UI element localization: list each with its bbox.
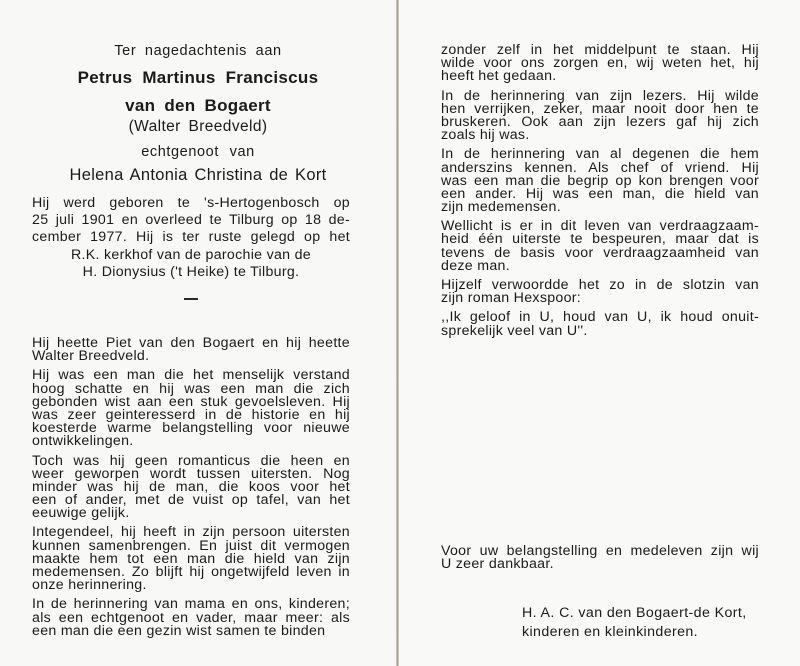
paragraph-line: ontwikkelingen. [32,433,134,450]
signature-block [522,604,747,642]
signature-line: kinderen en kleinkinderen. [522,624,699,640]
paragraph-line: zijn roman Hexspoor: [441,290,582,307]
paragraph [32,337,350,363]
paragraph [32,526,350,592]
paragraph-line: tevens de basis voor verdraagzaamheid van [441,244,759,261]
paragraph-line: was een man die begrip op kon brengen voor [441,172,759,189]
paragraph-line: eeuwige gelijk. [32,505,130,522]
paragraph-line: kunnen samenbrengen. En juist dit vermogen [32,537,350,554]
bio-line: 25 juli 1901 en overleed te Tilburg op 18 de- [32,212,350,229]
paragraph-line: medemensen. Zo blijft hij ongetwijfeld leven in [32,564,350,580]
memorial-intro: Ter nagedachtenis aan [114,43,282,59]
paragraph-line: weer geworpen wordt tussen uitersten. Nog [32,465,350,482]
paragraph-line: Integendeel, hij heeft in zijn persoon uitersten [32,524,350,541]
paragraph-line: Toch was hij geen romanticus die heen en [32,452,350,469]
spouse-name: Helena Antonia Christina de Kort [69,166,327,184]
paragraph-line: minder was hij de man, die koos voor het [32,478,350,495]
paragraph-line: hoog schatte en hij was een man die zich [32,380,350,397]
paragraph [441,87,759,144]
signature-line: H. A. C. van den Bogaert-de Kort, [522,605,747,621]
paragraph-line: een ander. Hij was een man, die hield van [441,185,759,202]
separator-dash [184,298,198,300]
paragraph-line: een man die een gezin wist samen te binden [32,622,326,639]
paragraph-line: anderszins kennen. Als chef of vriend. Hij [441,159,759,176]
paragraph-line: was zeer geinteresserd in de historie en hij [32,406,350,423]
left-text-paragraphs [32,337,350,644]
bio-line: cember 1977. Hij is ter ruste gelegd op het [32,229,350,246]
paragraph [441,311,759,337]
paragraph [32,598,350,638]
paragraph-line: sprekelijk veel van U''. [441,322,588,339]
paragraph [441,279,759,305]
paragraph-line: heeft het gedaan. [441,68,557,85]
paragraph-line: gebonden wist aan een stuk gevoelsleven. Hij [32,393,350,410]
paragraph-line: deze man. [441,257,510,274]
paragraph-line: Hij heette Piet van den Bogaert en hij heette [32,335,350,351]
paragraph-line: Wellicht is er in dit leven van verdraagzaam- [441,218,759,235]
paragraph-line: een of ander, met de vuist op tafel, van het [32,492,350,509]
paragraph-line: onze herinnering. [32,577,147,594]
paragraph-line: maakte hem tot een man die hield van zijn [32,550,350,567]
bio-line: Hij werd geboren te 's-Hertogenbosch op [32,195,350,211]
bio-line: R.K. kerkhof van de parochie van de [70,246,311,263]
paragraph-line: als een echtgenoot en vader, maar meer: als [32,609,350,626]
paragraph-line: heid één uiterste te bespeuren, maar dat is [441,231,759,248]
paragraph [441,148,759,214]
thanks-line: Voor uw belangstelling en medeleven zijn wij [441,543,759,559]
deceased-name-line1: Petrus Martinus Franciscus [77,68,319,87]
spouse-label: echtgenoot van [141,144,255,160]
paragraph-line: hen verrijken, zeker, maar nooit door hen te [441,100,759,117]
deceased-name-line2: van den Bogaert [125,96,271,115]
paragraph-line: In de herinnering van al degenen die hem [441,146,759,163]
right-text-paragraphs [441,44,759,344]
paragraph-line: Hijzelf verwoordde het zo in de slotzin van [441,277,759,293]
paragraph-line: In de herinnering van mama en ons, kinderen; [32,596,350,613]
thanks-paragraph [441,545,759,577]
paragraph-line: wilde voor ons zorgen en, wij weten het, hij [441,55,759,72]
paragraph-line: zijn medemensen. [441,199,561,216]
paragraph-line: koesterde warme belangstelling voor nieuwe [32,420,350,437]
paragraph [32,369,350,448]
paragraph-line: zoals hij was. [441,127,530,144]
paragraph-line: Walter Breedveld. [32,348,150,365]
paragraph [441,220,759,273]
deceased-alias: (Walter Breedveld) [128,118,268,135]
paragraph-line: In de herinnering van zijn lezers. Hij wilde [441,87,759,104]
paragraph-line: Hij was een man die het menselijk verstand [32,367,350,384]
thanks-line: U zeer dankbaar. [441,556,554,573]
paragraph [32,452,350,522]
bio-line: H. Dionysius ('t Heike) te Tilburg. [82,263,300,280]
paragraph [441,44,759,84]
paragraph-line: ,,Ik geloof in U, houd van U, ik houd onuit- [441,309,759,326]
paragraph-line: zonder zelf in het middelpunt te staan. Hij [441,42,759,58]
biography-block [32,195,350,281]
paragraph-line: bruskeren. Ook aan zijn lezers gaf hij zich [441,113,759,130]
